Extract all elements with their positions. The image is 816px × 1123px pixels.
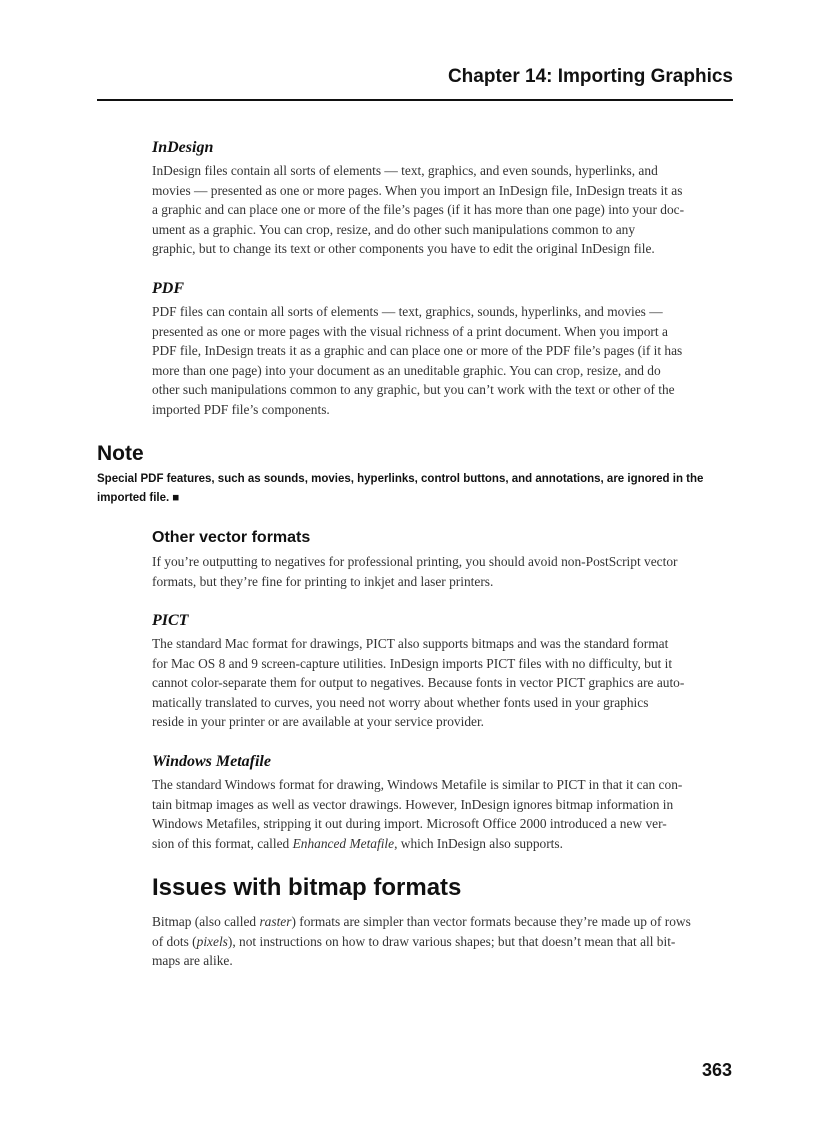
text-line: The standard Windows format for drawing, Windows Metafile is similar to PICT in that it can con- xyxy=(152,777,683,792)
text-fragment: of dots ( xyxy=(152,933,197,949)
section-heading-bitmap: Issues with bitmap formats xyxy=(152,874,462,901)
section-title-pict: PICT xyxy=(152,612,189,629)
text-line: matically translated to curves, you need not worry about whether fonts used in your graphics xyxy=(152,694,649,710)
text-line: a graphic and can place one or more of the file’s pages (if it has more than one page) into your doc- xyxy=(152,202,685,218)
paragraph-indesign xyxy=(152,161,734,259)
section-wmf xyxy=(152,753,734,853)
chapter-header: Chapter 14: Importing Graphics xyxy=(447,66,733,87)
text-fragment: ), not instructions on how to draw various shapes; but that doesn’t mean that all bit- xyxy=(227,933,676,949)
text-line: presented as one or more pages with the visual richness of a print document. When you import a xyxy=(152,323,668,339)
text-line: If you’re outputting to negatives for professional printing, you should avoid non-PostScript vector xyxy=(152,554,678,569)
text-fragment: ) formats are simpler than vector formats because they’re made up of rows xyxy=(291,914,691,929)
text-line: other such manipulations common to any graphic, but you can’t work with the text or other of the xyxy=(152,382,675,398)
header-rule xyxy=(97,99,733,101)
text-line: Windows Metafiles, stripping it out during import. Microsoft Office 2000 introduced a new ver- xyxy=(152,816,667,832)
section-title-pdf: PDF xyxy=(152,280,184,297)
text-line: PDF files can contain all sorts of elements — text, graphics, sounds, hyperlinks, and movies — xyxy=(152,304,663,319)
text-line: formats, but they’re fine for printing to inkjet and laser printers. xyxy=(152,573,494,589)
section-bitmap xyxy=(152,912,734,971)
section-pict xyxy=(152,612,734,732)
text-line: movies — presented as one or more pages. When you import an InDesign file, InDesign treats it as xyxy=(152,182,683,198)
text-line: maps are alike. xyxy=(152,953,233,969)
text-line: tain bitmap images as well as vector drawings. However, InDesign ignores bitmap information in xyxy=(152,796,674,812)
text-line: more than one page) into your document as an uneditable graphic. You can crop, resize, and do xyxy=(152,362,661,378)
section-title-other-vector: Other vector formats xyxy=(152,529,311,546)
text-line: cannot color-separate them for output to negatives. Because fonts in vector PICT graphics are auto- xyxy=(152,675,685,691)
note-title: Note xyxy=(97,442,144,465)
page-number: 363 xyxy=(701,1060,732,1080)
text-line: reside in your printer or are available at your service provider. xyxy=(152,714,485,730)
emphasis-term: raster xyxy=(259,914,292,929)
text-line: imported PDF file’s components. xyxy=(152,401,330,417)
section-pdf xyxy=(152,280,734,420)
note-line: imported file. ■ xyxy=(97,492,180,504)
text-line: PDF file, InDesign treats it as a graphic and can place one or more of the PDF file’s pages (if it has xyxy=(152,343,683,359)
note-line: Special PDF features, such as sounds, movies, hyperlinks, control buttons, and annotations, are ignored in the xyxy=(97,473,704,485)
text-line: The standard Mac format for drawings, PICT also supports bitmaps and was the standard format xyxy=(152,636,669,651)
section-title-indesign: InDesign xyxy=(152,139,214,156)
emphasis-term: pixels xyxy=(196,933,228,949)
text-line: ument as a graphic. You can crop, resize, and do other such manipulations common to any xyxy=(152,221,636,237)
text-line: graphic, but to change its text or other components you have to edit the original InDesign file. xyxy=(152,241,655,257)
paragraph-other-vector xyxy=(152,552,734,591)
text-fragment: , which InDesign also supports. xyxy=(394,835,563,851)
text-fragment: sion of this format, called xyxy=(152,835,293,851)
paragraph-wmf xyxy=(152,775,734,853)
paragraph-pdf xyxy=(152,302,734,420)
section-title-wmf: Windows Metafile xyxy=(152,753,271,770)
note-text xyxy=(97,470,737,508)
text-line: InDesign files contain all sorts of elements — text, graphics, and even sounds, hyperlinks, and xyxy=(152,163,658,178)
section-other-vector xyxy=(152,529,734,591)
paragraph-bitmap xyxy=(152,912,734,971)
paragraph-pict xyxy=(152,634,734,732)
text-fragment: Bitmap (also called xyxy=(152,914,260,929)
text-line: for Mac OS 8 and 9 screen-capture utilities. InDesign imports PICT files with no difficulty, but it xyxy=(152,655,673,671)
emphasis-term: Enhanced Metafile xyxy=(292,835,395,851)
section-indesign xyxy=(152,139,734,259)
